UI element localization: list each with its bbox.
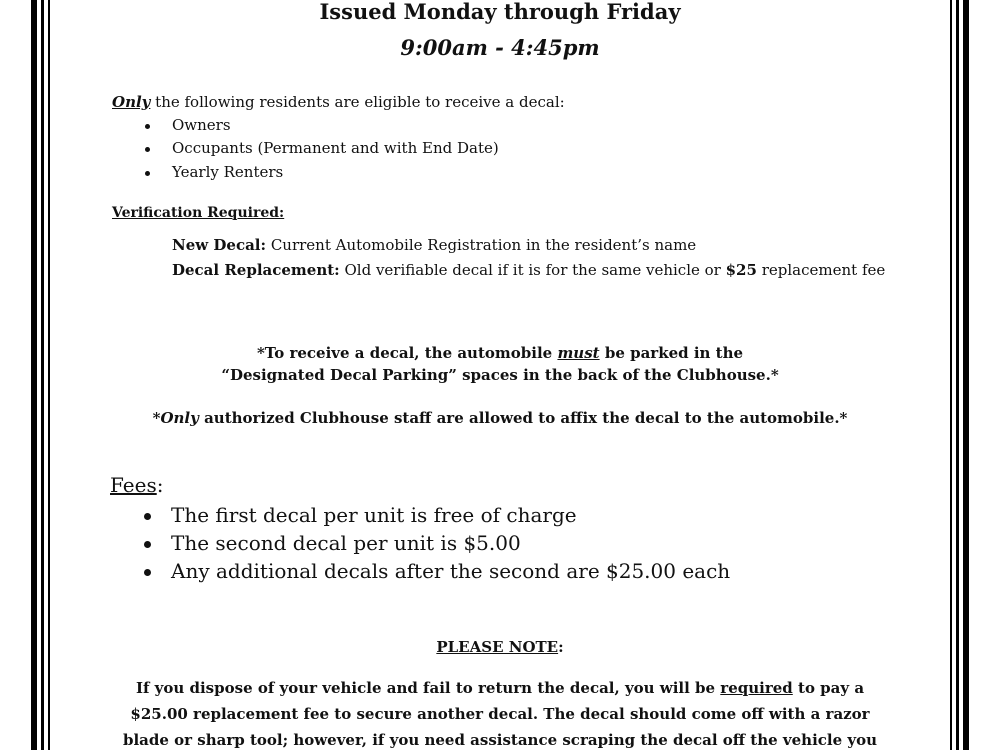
only-emphasis: Only xyxy=(112,93,151,111)
staff-only-emphasis: *Only xyxy=(152,409,199,427)
issued-days: Issued Monday through Friday xyxy=(319,0,681,24)
please-note-colon: : xyxy=(558,638,564,656)
please-note-heading xyxy=(80,638,920,656)
bullet-icon xyxy=(144,569,151,576)
decal-replacement-text-end: replacement fee xyxy=(761,261,886,279)
parking-notice-text-end: be parked in the xyxy=(604,344,744,362)
bullet-icon xyxy=(144,541,151,548)
border-left-line xyxy=(48,0,50,750)
fee-first-decal: The first decal per unit is free of charge xyxy=(171,503,577,527)
border-right-outer xyxy=(963,0,969,750)
parking-notice-line1 xyxy=(80,344,920,362)
fees-heading xyxy=(110,473,163,497)
border-left-outer xyxy=(31,0,37,750)
bullet-icon xyxy=(145,147,150,152)
please-note-line2: $25.00 replacement fee to secure another decal. The decal should come off with a razor xyxy=(130,705,870,723)
fees-heading-label: Fees xyxy=(110,473,157,497)
staff-notice xyxy=(80,409,920,427)
decal-replacement-text: Old verifiable decal if it is for the same vehicle or xyxy=(344,261,721,279)
please-note-line1 xyxy=(80,679,920,697)
eligibility-intro-text: the following residents are eligible to receive a decal: xyxy=(155,93,565,111)
parking-notice-text: *To receive a decal, the automobile xyxy=(256,344,553,362)
border-right-line xyxy=(950,0,952,750)
decal-replacement-line xyxy=(172,261,885,279)
must-emphasis: must xyxy=(557,344,600,362)
new-decal-label: New Decal: xyxy=(172,236,267,254)
new-decal-text: Current Automobile Registration in the resident’s name xyxy=(270,236,697,254)
bullet-icon xyxy=(145,171,150,176)
eligible-occupants: Occupants (Permanent and with End Date) xyxy=(172,139,499,157)
please-note-text: If you dispose of your vehicle and fail to return the decal, you will be xyxy=(135,679,716,697)
staff-notice-text: authorized Clubhouse staff are allowed to affix the decal to the automobile.* xyxy=(204,409,848,427)
verification-heading: Verification Required: xyxy=(112,205,285,221)
required-emphasis: required xyxy=(720,679,793,697)
fee-additional-decals: Any additional decals after the second are $25.00 each xyxy=(171,559,731,583)
bullet-icon xyxy=(145,124,150,129)
please-note-line3: blade or sharp tool; however, if you need assistance scraping the decal off the vehicle you xyxy=(122,731,877,749)
parking-notice-line2: “Designated Decal Parking” spaces in the back of the Clubhouse.* xyxy=(221,366,779,384)
border-right-inner xyxy=(956,0,959,750)
please-note-text-end: to pay a xyxy=(798,679,865,697)
eligibility-intro xyxy=(112,93,565,111)
please-note-label: PLEASE NOTE xyxy=(436,638,559,656)
decal-replacement-label: Decal Replacement: xyxy=(172,261,340,279)
border-left-inner xyxy=(41,0,44,750)
eligible-owners: Owners xyxy=(172,116,231,134)
issue-hours: 9:00am - 4:45pm xyxy=(400,35,600,60)
bullet-icon xyxy=(144,513,151,520)
new-decal-line xyxy=(172,236,696,254)
fee-second-decal: The second decal per unit is $5.00 xyxy=(171,531,521,555)
replacement-fee-amount: $25 xyxy=(725,261,757,279)
fees-heading-colon: : xyxy=(156,473,164,497)
eligible-renters: Yearly Renters xyxy=(172,163,284,181)
